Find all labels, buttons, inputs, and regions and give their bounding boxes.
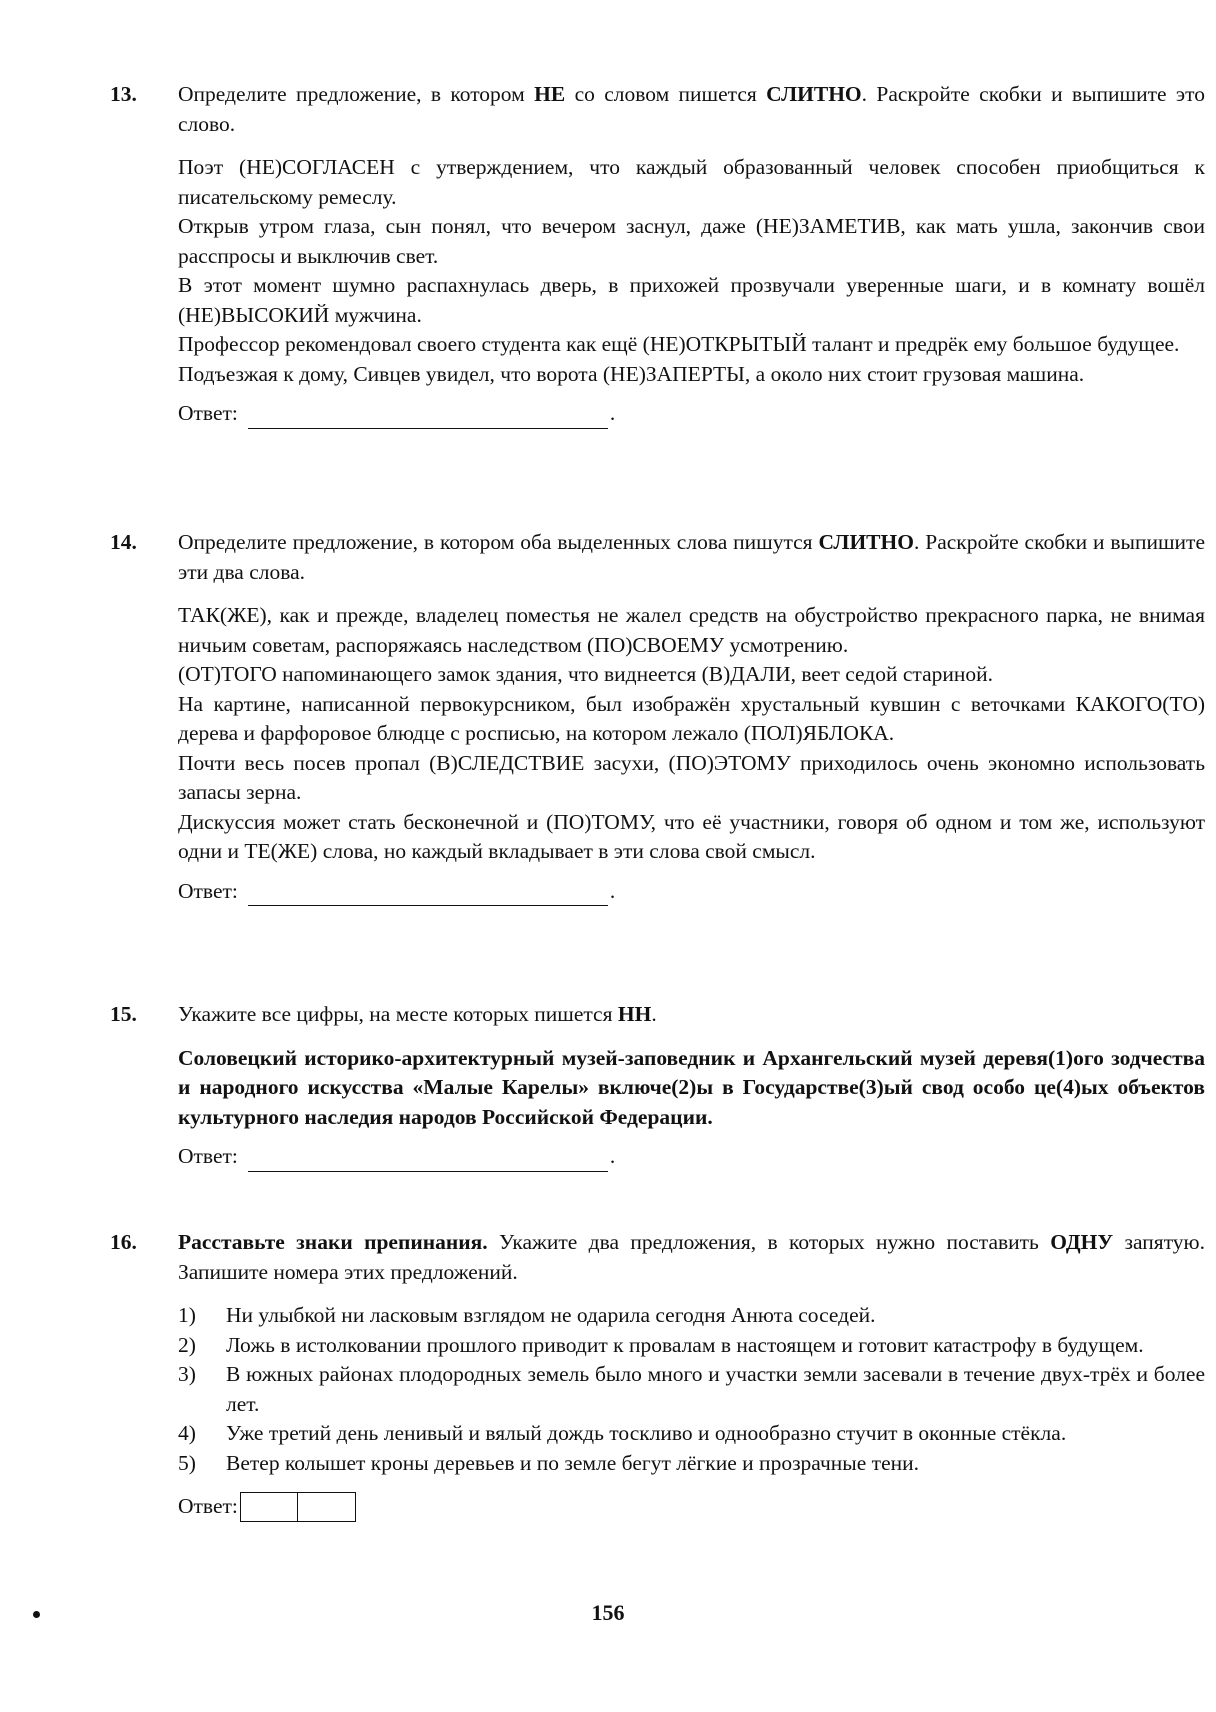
task-question: Расставьте знаки препинания. Укажите два предложения, в которых нужно поставить ОДНУ запятую. Запишите номера этих предложений. — [178, 1230, 1205, 1284]
sentence: Профессор рекомендовал своего студента как ещё (НЕ)ОТКРЫТЫЙ талант и предрёк ему большое будущее. — [178, 332, 1180, 356]
option-item: 1) Ни улыбкой ни ласковым взглядом не одарила сегодня Анюта соседей. — [178, 1303, 876, 1327]
sentence: Открыв утром глаза, сын понял, что вечером заснул, даже (НЕ)ЗАМЕТИВ, как мать ушла, закончив свои расспросы и выключив свет. — [178, 214, 1205, 268]
task-sentences — [178, 153, 1205, 389]
options-list — [178, 1301, 1205, 1478]
sentence: (ОТ)ТОГО напоминающего замок здания, что виднеется (В)ДАЛИ, веет седой стариной. — [178, 662, 994, 686]
task-16 — [110, 1228, 1205, 1522]
option-item: 3) В южных районах плодородных земель было много и участки земли засевали в течение двух-трёх и более лет. — [178, 1362, 1205, 1416]
task-question: Укажите все цифры, на месте которых пишется НН. — [178, 1002, 657, 1026]
task-sentences — [178, 601, 1205, 867]
answer-label: Ответ: — [178, 878, 238, 903]
sentence: Поэт (НЕ)СОГЛАСЕН с утверждением, что каждый образованный человек способен приобщиться к писательскому ремеслу. — [178, 155, 1205, 209]
answer-row: Ответ: . — [178, 877, 1205, 907]
task-number: 13. — [110, 82, 137, 106]
sentence: Подъезжая к дому, Сивцев увидел, что ворота (НЕ)ЗАПЕРТЫ, а около них стоит грузовая машина. — [178, 361, 1085, 386]
answer-row: Ответ: . — [178, 1142, 1205, 1172]
answer-box-2[interactable] — [298, 1492, 356, 1522]
task-number: 16. — [110, 1230, 137, 1254]
option-item: 2) Ложь в истолковании прошлого приводит к провалам в настоящем и готовит катастрофу в будущем. — [178, 1332, 1144, 1357]
sentence: В этот момент шумно распахнулась дверь, в прихожей прозвучали уверенные шаги, и в комнату вошёл (НЕ)ВЫСОКИЙ мужчина. — [178, 273, 1205, 327]
option-item: 4) Уже третий день ленивый и вялый дождь тоскливо и однообразно стучит в оконные стёкла. — [178, 1421, 1067, 1445]
sentence: Дискуссия может стать бесконечной и (ПО)ТОМУ, что её участники, говоря об одном и том же, используют одни и ТЕ(ЖЕ) слова, но каждый вкладывает в эти слова свой смысл. — [178, 809, 1205, 863]
answer-row — [178, 1492, 1205, 1522]
answer-field[interactable] — [248, 406, 608, 429]
task-15 — [110, 1000, 1205, 1172]
answer-label: Ответ: — [178, 1144, 238, 1168]
answer-boxes — [240, 1492, 356, 1522]
task-question: Определите предложение, в котором НЕ со словом пишется СЛИТНО. Раскройте скобки и выпишите это слово. — [178, 82, 1206, 136]
task-number: 15. — [110, 1002, 137, 1026]
task-14 — [110, 528, 1205, 906]
answer-box-1[interactable] — [240, 1492, 298, 1522]
answer-label: Ответ: — [178, 1494, 238, 1519]
sentence: ТАК(ЖЕ), как и прежде, владелец поместья не жалел средств на обустройство прекрасного парка, не внимая ничьим советам, распоряжаясь наследством (ПО)СВОЕМУ усмотрению. — [178, 603, 1205, 657]
answer-field[interactable] — [248, 883, 608, 906]
answer-label: Ответ: — [178, 401, 238, 425]
task-question: Определите предложение, в котором оба выделенных слова пишутся СЛИТНО. Раскройте скобки и выпишите эти два слова. — [178, 530, 1205, 584]
task-number: 14. — [110, 530, 137, 554]
task-text — [178, 1044, 1205, 1133]
task-text-paragraph: Соловецкий историко-архитектурный музей-заповедник и Архангельский музей деревя(1)ого зодчества и народного искусства «Малые Карелы» включе(2)ы в Государстве(3)ый свод особо це(4)ых объектов культурного наследия народов Российской Федерации. — [178, 1045, 1205, 1129]
page-number: 156 — [591, 1600, 625, 1625]
task-13 — [110, 80, 1205, 429]
answer-field[interactable] — [248, 1149, 608, 1172]
sentence: Почти весь посев пропал (В)СЛЕДСТВИЕ засухи, (ПО)ЭТОМУ приходилось очень экономно использовать запасы зерна. — [178, 750, 1205, 804]
answer-row: Ответ: . — [178, 399, 1205, 429]
sentence: На картине, написанной первокурсником, был изображён хрустальный кувшин с веточками КАКОГО(ТО) дерева и фарфоровое блюдце с росписью, на котором лежало (ПОЛ)ЯБЛОКА. — [178, 691, 1205, 745]
option-item: 5) Ветер колышет кроны деревьев и по земле бегут лёгкие и прозрачные тени. — [178, 1450, 919, 1475]
